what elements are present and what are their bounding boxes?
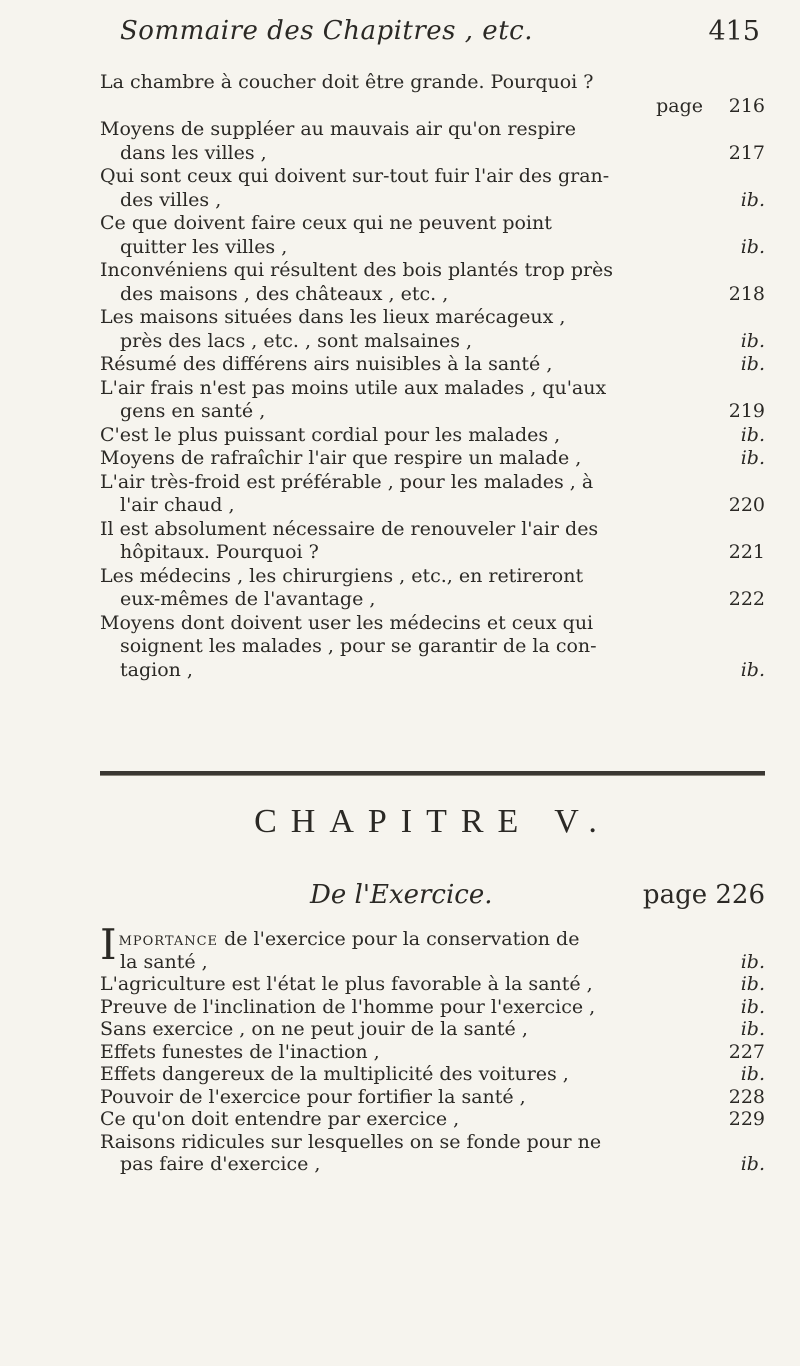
toc-page-number: ib. — [740, 353, 765, 375]
toc-entry — [100, 996, 765, 1019]
toc-entry-text: Effets dangereux de la multiplicité des voitures , — [100, 1063, 569, 1085]
toc-page-number: ib. — [740, 1018, 765, 1040]
toc-page-number: ib. — [740, 188, 765, 211]
toc-entry — [100, 973, 765, 996]
toc-entry — [100, 471, 765, 518]
toc-entry — [100, 424, 765, 448]
toc-entry-text: Moyens de rafraîchir l'air que respire un malade , — [100, 447, 582, 469]
toc-page-number: ib. — [740, 423, 765, 446]
toc-entry-text: hôpitaux. Pourquoi ? — [120, 541, 319, 563]
toc-entry — [100, 1108, 765, 1131]
toc-entry-text: tagion , — [120, 658, 193, 681]
toc-page-number: ib. — [740, 1153, 765, 1175]
toc-entry — [100, 1086, 765, 1109]
toc-page-number: 217 — [728, 141, 765, 164]
toc-page-number: 222 — [728, 588, 765, 610]
toc-entry-text: L'air très-froid est préférable , pour les malades , à — [100, 470, 594, 493]
toc-entry-text: soignent les malades , pour se garantir de la con- — [120, 635, 597, 657]
toc-entry-text: quitter les villes , — [120, 235, 288, 258]
toc-entry-text: pas faire d'exercice , — [120, 1153, 321, 1175]
chapter-page-reference: page 226 — [642, 880, 765, 910]
toc-entry — [100, 212, 765, 259]
toc-entry-text: dans les villes , — [120, 141, 267, 164]
toc-entry-text: Résumé des différens airs nuisibles à la santé , — [100, 353, 553, 375]
toc-entry-text: Preuve de l'inclination de l'homme pour l'exercice , — [100, 995, 596, 1018]
toc-page-number: ib. — [740, 235, 765, 258]
toc-entry-text: Il est absolument nécessaire de renouveler l'air des — [100, 517, 599, 540]
toc-page-number: ib. — [740, 973, 765, 995]
toc-entry-text: des maisons , des châteaux , etc. , — [120, 282, 449, 305]
chapter-subtitle: De l'Exercice. — [310, 880, 493, 910]
toc-page-number: 228 — [728, 1085, 765, 1108]
toc-page-number: 227 — [728, 1040, 765, 1063]
toc-page-number: 219 — [728, 400, 765, 422]
toc-page-number: 218 — [728, 282, 765, 305]
toc-page-number: ib. — [740, 950, 765, 973]
toc-entry-text: Effets funestes de l'inaction , — [100, 1040, 380, 1063]
running-title: Sommaire des Chapitres , etc. — [120, 16, 533, 46]
chapter-subheading — [100, 880, 765, 914]
toc-entry-text: Moyens de suppléer au mauvais air qu'on respire — [100, 118, 576, 140]
toc-entry — [100, 612, 765, 683]
drop-cap: I — [100, 920, 117, 969]
toc-page-number: ib. — [740, 329, 765, 352]
toc-entry-text: La chambre à coucher doit être grande. Pourquoi ? — [100, 71, 594, 93]
toc-entry — [100, 1131, 765, 1176]
toc-entry-text: Raisons ridicules sur lesquelles on se fonde pour ne — [100, 1130, 602, 1153]
toc-entry — [100, 165, 765, 212]
toc-entry — [100, 353, 765, 377]
toc-entry-text: près des lacs , etc. , sont malsaines , — [120, 329, 473, 352]
toc-page-number: ib. — [740, 658, 765, 681]
toc-entry — [100, 518, 765, 565]
toc-entry-text: Inconvéniens qui résultent des bois plantés trop près — [100, 259, 614, 281]
toc-entry — [100, 447, 765, 471]
toc-entry — [100, 259, 765, 306]
table-of-contents-top — [100, 71, 765, 682]
toc-entry-text: gens en santé , — [120, 400, 266, 422]
toc-page-number: ib. — [740, 1063, 765, 1085]
small-caps-word: mportance — [118, 928, 219, 950]
toc-entry — [100, 95, 765, 119]
chapter-divider-rule — [100, 771, 765, 776]
toc-entry-text: Ce que doivent faire ceux qui ne peuvent point — [100, 212, 552, 234]
toc-page-number: 221 — [728, 541, 765, 563]
toc-entry-text: l'air chaud , — [120, 494, 235, 516]
toc-entry-text: L'air frais n'est pas moins utile aux malades , qu'aux — [100, 376, 607, 399]
toc-entry — [100, 1041, 765, 1064]
toc-entry — [100, 377, 765, 424]
toc-entry — [100, 118, 765, 165]
toc-entry — [100, 565, 765, 612]
toc-page-number: ib. — [740, 447, 765, 469]
chapter-heading: CHAPITRE V. — [254, 803, 611, 840]
toc-entry-text: Sans exercice , on ne peut jouir de la santé , — [100, 1018, 528, 1040]
toc-entry-text: de l'exercice pour la conservation de — [218, 928, 580, 950]
toc-entry — [100, 71, 765, 95]
toc-entry-text: la santé , — [120, 950, 208, 973]
toc-entry-text: page — [656, 94, 703, 117]
toc-entry-text: Qui sont ceux qui doivent sur-tout fuir l'air des gran- — [100, 165, 610, 187]
toc-entry-text: C'est le plus puissant cordial pour les malades , — [100, 423, 561, 446]
toc-entry-text: Moyens dont doivent user les médecins et ceux qui — [100, 611, 594, 634]
toc-entry-text: L'agriculture est l'état le plus favorable à la santé , — [100, 973, 593, 995]
toc-entry-text: Les maisons situées dans les lieux marécageux , — [100, 306, 566, 328]
toc-page-number: ib. — [740, 995, 765, 1018]
toc-page-number: 216 — [728, 94, 765, 117]
table-of-contents-chapter — [100, 920, 765, 1176]
toc-entry-text: Pouvoir de l'exercice pour fortifier la santé , — [100, 1085, 526, 1108]
toc-entry-text: des villes , — [120, 188, 222, 211]
toc-entry — [100, 1018, 765, 1041]
toc-page-number: 229 — [728, 1108, 765, 1130]
toc-entry — [100, 920, 765, 973]
toc-entry-text: Ce qu'on doit entendre par exercice , — [100, 1108, 460, 1130]
page-number: 415 — [708, 16, 760, 47]
toc-entry-text: Les médecins , les chirurgiens , etc., en retireront — [100, 564, 584, 587]
toc-entry — [100, 1063, 765, 1086]
toc-entry — [100, 306, 765, 353]
toc-entry-text: eux-mêmes de l'avantage , — [120, 588, 376, 610]
toc-page-number: 220 — [728, 494, 765, 516]
